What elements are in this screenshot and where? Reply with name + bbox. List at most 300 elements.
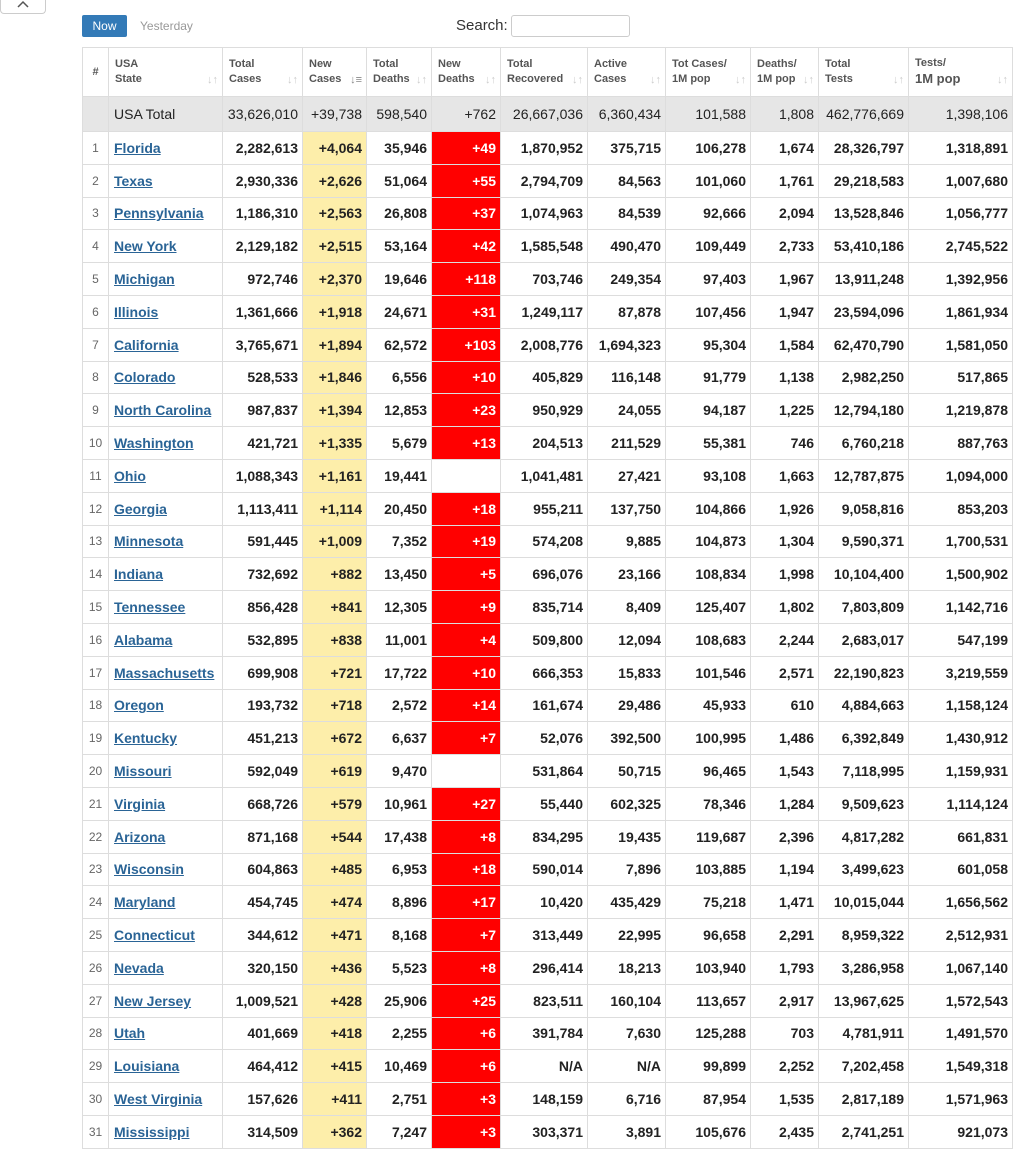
col-header-total-recovered[interactable]: Total Recovered ↓↑ — [501, 48, 588, 97]
now-button[interactable]: Now — [82, 15, 127, 37]
state-link[interactable]: Virginia — [114, 795, 166, 812]
new-deaths-cell: +18 — [432, 492, 501, 525]
cases-per-1m-cell: 109,449 — [666, 230, 751, 263]
cases-per-1m-cell: 113,657 — [666, 984, 751, 1017]
col-header-index[interactable]: # — [83, 48, 109, 97]
sort-icon: ↓↑ — [997, 74, 1008, 86]
total-deaths-cell: 5,679 — [367, 427, 432, 460]
new-deaths-cell: +8 — [432, 820, 501, 853]
new-cases-cell: +838 — [303, 623, 367, 656]
table-row — [83, 755, 1013, 788]
recovered-cell: 391,784 — [501, 1017, 588, 1050]
recovered-cell: 1,041,481 — [501, 459, 588, 492]
state-link[interactable]: California — [114, 336, 179, 353]
tests-per-1m-cell: 1,861,934 — [909, 295, 1013, 328]
active-cell: 23,166 — [588, 558, 666, 591]
new-deaths-cell: +3 — [432, 1115, 501, 1148]
active-cell: 50,715 — [588, 755, 666, 788]
total-tests-cell: 9,058,816 — [819, 492, 909, 525]
table-row — [83, 230, 1013, 263]
new-cases-cell: +721 — [303, 656, 367, 689]
total-cases-cell: 1,186,310 — [223, 197, 303, 230]
row-index: 28 — [83, 1017, 109, 1050]
state-cell — [109, 919, 223, 952]
active-cell: 9,885 — [588, 525, 666, 558]
deaths-per-1m-cell: 1,802 — [751, 591, 819, 624]
state-link[interactable]: Utah — [114, 1025, 146, 1042]
table-row — [83, 656, 1013, 689]
deaths-per-1m-cell: 1,486 — [751, 722, 819, 755]
new-cases-cell: +544 — [303, 820, 367, 853]
tests-per-1m-cell: 1,219,878 — [909, 394, 1013, 427]
state-cell — [109, 656, 223, 689]
table-row — [83, 1017, 1013, 1050]
row-index: 23 — [83, 853, 109, 886]
deaths-per-1m-cell: 2,291 — [751, 919, 819, 952]
new-deaths-cell: +7 — [432, 722, 501, 755]
row-index: 4 — [83, 230, 109, 263]
cases-per-1m-cell: 45,933 — [666, 689, 751, 722]
new-deaths-cell: +118 — [432, 263, 501, 296]
states-table — [82, 47, 1013, 1149]
tests-per-1m-cell: 1,700,531 — [909, 525, 1013, 558]
total-tests-cell: 9,590,371 — [819, 525, 909, 558]
state-link[interactable]: Arizona — [114, 828, 166, 845]
deaths-per-1m-cell: 1,926 — [751, 492, 819, 525]
table-row — [83, 1115, 1013, 1148]
state-link[interactable]: Illinois — [114, 303, 159, 320]
state-cell — [109, 787, 223, 820]
cases-per-1m-cell: 55,381 — [666, 427, 751, 460]
recovered-cell: 2,008,776 — [501, 328, 588, 361]
table-row — [83, 164, 1013, 197]
col-header-new-deaths[interactable]: New Deaths ↓↑ — [432, 48, 501, 97]
total-deaths-cell: 7,247 — [367, 1115, 432, 1148]
state-cell — [109, 886, 223, 919]
state-link[interactable]: Connecticut — [114, 927, 195, 944]
deaths-per-1m-cell: 746 — [751, 427, 819, 460]
state-link[interactable]: Oregon — [114, 697, 164, 714]
state-cell — [109, 132, 223, 165]
total-tests-cell: 462,776,669 — [819, 97, 909, 132]
state-link[interactable]: Colorado — [114, 369, 176, 386]
active-cell: 7,896 — [588, 853, 666, 886]
state-link[interactable]: North Carolina — [114, 402, 212, 419]
tests-per-1m-cell: 1,500,902 — [909, 558, 1013, 591]
total-tests-cell: 10,015,044 — [819, 886, 909, 919]
total-cases-cell: 987,837 — [223, 394, 303, 427]
deaths-per-1m-cell: 2,244 — [751, 623, 819, 656]
total-tests-cell: 7,202,458 — [819, 1050, 909, 1083]
total-deaths-cell: 12,853 — [367, 394, 432, 427]
total-tests-cell: 8,959,322 — [819, 919, 909, 952]
row-index: 5 — [83, 263, 109, 296]
state-link[interactable]: Maryland — [114, 894, 176, 911]
state-cell — [109, 558, 223, 591]
collapse-toggle[interactable] — [0, 0, 46, 14]
new-cases-cell: +841 — [303, 591, 367, 624]
total-tests-cell: 62,470,790 — [819, 328, 909, 361]
col-header-deaths-per-1m[interactable]: Deaths/ 1M pop ↓↑ — [751, 48, 819, 97]
state-cell — [109, 525, 223, 558]
state-link[interactable]: New York — [114, 238, 177, 255]
state-link[interactable]: Georgia — [114, 500, 167, 517]
new-cases-cell: +418 — [303, 1017, 367, 1050]
new-cases-cell: +2,370 — [303, 263, 367, 296]
total-cases-cell: 2,129,182 — [223, 230, 303, 263]
tests-per-1m-cell: 1,159,931 — [909, 755, 1013, 788]
new-cases-cell: +39,738 — [303, 97, 367, 132]
deaths-per-1m-cell: 1,225 — [751, 394, 819, 427]
cases-per-1m-cell: 87,954 — [666, 1083, 751, 1116]
total-cases-cell: 528,533 — [223, 361, 303, 394]
state-link[interactable]: Missouri — [114, 763, 172, 780]
total-cases-cell: 2,282,613 — [223, 132, 303, 165]
recovered-cell: 955,211 — [501, 492, 588, 525]
new-deaths-cell: +23 — [432, 394, 501, 427]
total-deaths-cell: 10,961 — [367, 787, 432, 820]
tests-per-1m-cell: 1,656,562 — [909, 886, 1013, 919]
total-deaths-cell: 2,751 — [367, 1083, 432, 1116]
new-deaths-cell: +27 — [432, 787, 501, 820]
new-deaths-cell: +3 — [432, 1083, 501, 1116]
state-link[interactable]: Ohio — [114, 467, 146, 484]
state-link[interactable]: Nevada — [114, 959, 164, 976]
row-index: 19 — [83, 722, 109, 755]
state-link[interactable]: Pennsylvania — [114, 205, 204, 222]
total-cases-cell: 464,412 — [223, 1050, 303, 1083]
total-tests-cell: 9,509,623 — [819, 787, 909, 820]
active-cell: 160,104 — [588, 984, 666, 1017]
new-deaths-cell: +55 — [432, 164, 501, 197]
state-link[interactable]: Kentucky — [114, 730, 178, 747]
cases-per-1m-cell: 92,666 — [666, 197, 751, 230]
total-cases-cell: 871,168 — [223, 820, 303, 853]
total-cases-cell: 320,150 — [223, 951, 303, 984]
row-index: 2 — [83, 164, 109, 197]
state-cell — [109, 361, 223, 394]
sort-icon: ↓↑ — [572, 74, 583, 86]
active-cell: 18,213 — [588, 951, 666, 984]
total-cases-cell: 699,908 — [223, 656, 303, 689]
tests-per-1m-cell: 547,199 — [909, 623, 1013, 656]
row-index: 13 — [83, 525, 109, 558]
tests-per-1m-cell: 1,581,050 — [909, 328, 1013, 361]
new-deaths-cell: +6 — [432, 1050, 501, 1083]
table-row — [83, 525, 1013, 558]
state-link[interactable]: Louisiana — [114, 1058, 180, 1075]
state-link[interactable]: Texas — [114, 172, 153, 189]
active-cell: 249,354 — [588, 263, 666, 296]
total-deaths-cell: 10,469 — [367, 1050, 432, 1083]
col-header-new-cases[interactable]: New Cases ↓≡ — [303, 48, 367, 97]
new-cases-cell: +485 — [303, 853, 367, 886]
row-index: 15 — [83, 591, 109, 624]
tests-per-1m-cell: 921,073 — [909, 1115, 1013, 1148]
new-deaths-cell: +5 — [432, 558, 501, 591]
recovered-cell: 1,249,117 — [501, 295, 588, 328]
active-cell: 84,563 — [588, 164, 666, 197]
tests-per-1m-cell: 1,318,891 — [909, 132, 1013, 165]
new-cases-cell: +411 — [303, 1083, 367, 1116]
col-header-state[interactable]: USA State ↓↑ — [109, 48, 223, 97]
tests-per-1m-cell: 3,219,559 — [909, 656, 1013, 689]
total-cases-cell: 33,626,010 — [223, 97, 303, 132]
state-link[interactable]: Florida — [114, 139, 161, 156]
total-deaths-cell: 2,572 — [367, 689, 432, 722]
tests-per-1m-cell: 1,571,963 — [909, 1083, 1013, 1116]
recovered-cell: 296,414 — [501, 951, 588, 984]
state-link[interactable]: Michigan — [114, 271, 175, 288]
new-cases-cell: +428 — [303, 984, 367, 1017]
active-cell: 84,539 — [588, 197, 666, 230]
cases-per-1m-cell: 100,995 — [666, 722, 751, 755]
deaths-per-1m-cell: 2,094 — [751, 197, 819, 230]
state-link[interactable]: Mississippi — [114, 1123, 190, 1140]
col-header-tests-per-1m[interactable]: Tests/ 1M pop ↓↑ — [909, 48, 1013, 97]
deaths-per-1m-cell: 1,471 — [751, 886, 819, 919]
recovered-cell: 590,014 — [501, 853, 588, 886]
deaths-per-1m-cell: 1,284 — [751, 787, 819, 820]
state-cell — [109, 427, 223, 460]
deaths-per-1m-cell: 1,584 — [751, 328, 819, 361]
recovered-cell: 823,511 — [501, 984, 588, 1017]
state-cell — [109, 1050, 223, 1083]
state-link[interactable]: New Jersey — [114, 992, 192, 1009]
table-row — [83, 361, 1013, 394]
col-header-total-cases[interactable]: Total Cases ↓↑ — [223, 48, 303, 97]
new-cases-cell: +1,009 — [303, 525, 367, 558]
new-deaths-cell: +6 — [432, 1017, 501, 1050]
total-tests-cell: 3,499,623 — [819, 853, 909, 886]
total-cases-cell: 157,626 — [223, 1083, 303, 1116]
total-deaths-cell: 598,540 — [367, 97, 432, 132]
active-cell: 1,694,323 — [588, 328, 666, 361]
total-tests-cell: 23,594,096 — [819, 295, 909, 328]
total-deaths-cell: 25,906 — [367, 984, 432, 1017]
state-link[interactable]: Minnesota — [114, 533, 184, 550]
col-header-active-cases[interactable]: Active Cases ↓↑ — [588, 48, 666, 97]
active-cell: N/A — [588, 1050, 666, 1083]
row-index: 12 — [83, 492, 109, 525]
state-cell — [109, 984, 223, 1017]
row-index: 8 — [83, 361, 109, 394]
total-tests-cell: 3,286,958 — [819, 951, 909, 984]
tests-per-1m-cell: 1,158,124 — [909, 689, 1013, 722]
new-cases-cell: +1,161 — [303, 459, 367, 492]
total-tests-cell: 4,781,911 — [819, 1017, 909, 1050]
total-tests-cell: 7,803,809 — [819, 591, 909, 624]
cases-per-1m-cell: 103,940 — [666, 951, 751, 984]
col-header-total-tests[interactable]: Total Tests ↓↑ — [819, 48, 909, 97]
new-deaths-cell: +10 — [432, 656, 501, 689]
total-tests-cell: 12,794,180 — [819, 394, 909, 427]
cases-per-1m-cell: 93,108 — [666, 459, 751, 492]
state-link[interactable]: Massachusetts — [114, 664, 215, 681]
active-cell: 29,486 — [588, 689, 666, 722]
deaths-per-1m-cell: 1,967 — [751, 263, 819, 296]
active-cell: 87,878 — [588, 295, 666, 328]
table-row — [83, 394, 1013, 427]
recovered-cell: 574,208 — [501, 525, 588, 558]
yesterday-button[interactable]: Yesterday — [140, 19, 193, 33]
cases-per-1m-cell: 104,866 — [666, 492, 751, 525]
col-header-total-deaths[interactable]: Total Deaths ↓↑ — [367, 48, 432, 97]
total-tests-cell: 53,410,186 — [819, 230, 909, 263]
row-index: 29 — [83, 1050, 109, 1083]
cases-per-1m-cell: 78,346 — [666, 787, 751, 820]
total-cases-cell: 972,746 — [223, 263, 303, 296]
deaths-per-1m-cell: 1,138 — [751, 361, 819, 394]
cases-per-1m-cell: 101,546 — [666, 656, 751, 689]
new-cases-cell: +436 — [303, 951, 367, 984]
new-deaths-cell: +14 — [432, 689, 501, 722]
total-cases-cell: 314,509 — [223, 1115, 303, 1148]
new-cases-cell: +1,394 — [303, 394, 367, 427]
total-tests-cell: 2,741,251 — [819, 1115, 909, 1148]
active-cell: 211,529 — [588, 427, 666, 460]
total-cases-cell: 1,113,411 — [223, 492, 303, 525]
total-tests-cell: 7,118,995 — [819, 755, 909, 788]
deaths-per-1m-cell: 2,733 — [751, 230, 819, 263]
total-deaths-cell: 11,001 — [367, 623, 432, 656]
total-deaths-cell: 20,450 — [367, 492, 432, 525]
new-deaths-cell: +18 — [432, 853, 501, 886]
total-deaths-cell: 19,646 — [367, 263, 432, 296]
state-cell — [109, 492, 223, 525]
total-deaths-cell: 17,722 — [367, 656, 432, 689]
state-cell — [109, 394, 223, 427]
deaths-per-1m-cell: 2,252 — [751, 1050, 819, 1083]
table-row — [83, 853, 1013, 886]
total-cases-cell: 421,721 — [223, 427, 303, 460]
col-header-cases-per-1m[interactable]: Tot Cases/ 1M pop ↓↑ — [666, 48, 751, 97]
total-deaths-cell: 51,064 — [367, 164, 432, 197]
recovered-cell: 161,674 — [501, 689, 588, 722]
deaths-per-1m-cell: 1,761 — [751, 164, 819, 197]
new-cases-cell: +1,918 — [303, 295, 367, 328]
total-cases-cell: 401,669 — [223, 1017, 303, 1050]
tests-per-1m-cell: 1,430,912 — [909, 722, 1013, 755]
state-link[interactable]: West Virginia — [114, 1091, 203, 1107]
active-cell: 6,716 — [588, 1083, 666, 1116]
total-deaths-cell: 13,450 — [367, 558, 432, 591]
row-index: 10 — [83, 427, 109, 460]
recovered-cell: 834,295 — [501, 820, 588, 853]
search-label: Search: — [456, 17, 508, 34]
recovered-cell: 531,864 — [501, 755, 588, 788]
total-deaths-cell: 19,441 — [367, 459, 432, 492]
sort-icon: ↓↑ — [287, 74, 298, 86]
state-link[interactable]: Tennessee — [114, 599, 186, 616]
sort-icon: ↓↑ — [207, 74, 218, 86]
tests-per-1m-cell: 1,007,680 — [909, 164, 1013, 197]
total-cases-cell: 856,428 — [223, 591, 303, 624]
recovered-cell: 1,870,952 — [501, 132, 588, 165]
active-cell: 24,055 — [588, 394, 666, 427]
total-tests-cell: 6,392,849 — [819, 722, 909, 755]
state-cell — [109, 197, 223, 230]
table-row — [83, 722, 1013, 755]
row-index: 16 — [83, 623, 109, 656]
row-index: 26 — [83, 951, 109, 984]
new-deaths-cell: +17 — [432, 886, 501, 919]
row-index: 27 — [83, 984, 109, 1017]
table-row — [83, 689, 1013, 722]
new-cases-cell: +415 — [303, 1050, 367, 1083]
state-cell — [109, 1083, 223, 1116]
table-row — [83, 591, 1013, 624]
recovered-cell: 1,074,963 — [501, 197, 588, 230]
new-deaths-cell: +7 — [432, 919, 501, 952]
row-index: 17 — [83, 656, 109, 689]
total-deaths-cell: 62,572 — [367, 328, 432, 361]
tests-per-1m-cell: 2,512,931 — [909, 919, 1013, 952]
tests-per-1m-cell: 1,067,140 — [909, 951, 1013, 984]
new-deaths-cell — [432, 755, 501, 788]
sort-icon: ↓↑ — [893, 74, 904, 86]
row-index: 22 — [83, 820, 109, 853]
total-deaths-cell: 6,637 — [367, 722, 432, 755]
table-row — [83, 787, 1013, 820]
total-cases-cell: 451,213 — [223, 722, 303, 755]
total-tests-cell: 2,982,250 — [819, 361, 909, 394]
row-index — [83, 97, 109, 132]
new-deaths-cell: +42 — [432, 230, 501, 263]
deaths-per-1m-cell: 1,663 — [751, 459, 819, 492]
state-cell — [109, 820, 223, 853]
state-cell — [109, 295, 223, 328]
recovered-cell: 703,746 — [501, 263, 588, 296]
recovered-cell: 55,440 — [501, 787, 588, 820]
deaths-per-1m-cell: 703 — [751, 1017, 819, 1050]
new-deaths-cell: +103 — [432, 328, 501, 361]
table-row — [83, 984, 1013, 1017]
cases-per-1m-cell: 105,676 — [666, 1115, 751, 1148]
cases-per-1m-cell: 125,407 — [666, 591, 751, 624]
new-deaths-cell — [432, 459, 501, 492]
row-index: 25 — [83, 919, 109, 952]
deaths-per-1m-cell: 1,194 — [751, 853, 819, 886]
state-name: USA Total — [109, 97, 223, 132]
search-input[interactable] — [511, 15, 630, 37]
row-index: 24 — [83, 886, 109, 919]
active-cell: 137,750 — [588, 492, 666, 525]
recovered-cell: 1,585,548 — [501, 230, 588, 263]
state-cell — [109, 591, 223, 624]
state-link[interactable]: Washington — [114, 435, 194, 452]
state-link[interactable]: Wisconsin — [114, 861, 184, 878]
row-index: 21 — [83, 787, 109, 820]
tests-per-1m-cell: 853,203 — [909, 492, 1013, 525]
state-link[interactable]: Alabama — [114, 631, 173, 648]
cases-per-1m-cell: 101,060 — [666, 164, 751, 197]
table-row — [83, 197, 1013, 230]
state-cell — [109, 164, 223, 197]
active-cell: 6,360,434 — [588, 97, 666, 132]
state-link[interactable]: Indiana — [114, 566, 164, 583]
active-cell: 392,500 — [588, 722, 666, 755]
deaths-per-1m-cell: 2,571 — [751, 656, 819, 689]
row-index: 3 — [83, 197, 109, 230]
row-index: 1 — [83, 132, 109, 165]
recovered-cell: 666,353 — [501, 656, 588, 689]
sort-desc-icon: ↓≡ — [350, 74, 362, 86]
deaths-per-1m-cell: 1,543 — [751, 755, 819, 788]
new-deaths-cell: +8 — [432, 951, 501, 984]
deaths-per-1m-cell: 1,535 — [751, 1083, 819, 1116]
tests-per-1m-cell: 661,831 — [909, 820, 1013, 853]
